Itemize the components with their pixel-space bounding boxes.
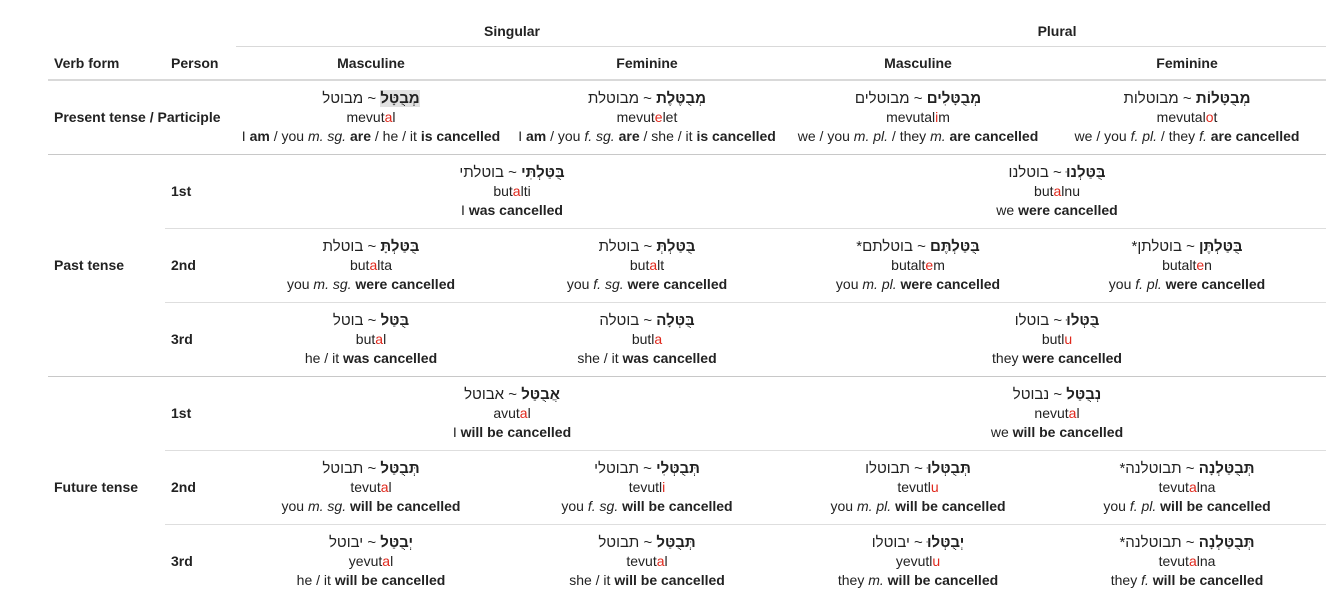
- conjugation-cell: בֻּטַּלְתָּ ~ בוטלת butalta you m. sg. were cancelled: [236, 228, 506, 302]
- header-plural-masculine: Masculine: [788, 47, 1048, 81]
- header-person: Person: [165, 47, 236, 81]
- verb-form-label: Future tense: [48, 376, 165, 598]
- conjugation-cell: בֻּטַּלְתְּ ~ בוטלת butalt you f. sg. were cancelled: [506, 228, 788, 302]
- conjugation-cell: בֻּטַּלְתֶּם ~ בוטלתם* butaltem you m. pl. were cancelled: [788, 228, 1048, 302]
- header-plural: Plural: [788, 16, 1326, 47]
- conjugation-cell: תְּבֻטַּל ~ תבוטל tevutal she / it will be cancelled: [506, 524, 788, 598]
- table-row: [48, 302, 1326, 376]
- table-row: [48, 228, 1326, 302]
- conjugation-table: [48, 16, 1326, 598]
- verb-form-label: Past tense: [48, 154, 165, 376]
- conjugation-cell: בֻּטַּלְתִּי ~ בוטלתי butalti I was cancelled: [236, 154, 788, 228]
- table-row: [48, 524, 1326, 598]
- table-row: [48, 80, 1326, 154]
- conjugation-cell: בֻּטַּל ~ בוטל butal he / it was cancelled: [236, 302, 506, 376]
- person-label: 2nd: [165, 450, 236, 524]
- conjugation-cell: תְּבֻטְּלִי ~ תבוטלי tevutli you f. sg. will be cancelled: [506, 450, 788, 524]
- table-row: [48, 450, 1326, 524]
- conjugation-cell: נְבֻטַּל ~ נבוטל nevutal we will be cancelled: [788, 376, 1326, 450]
- conjugation-cell: יְבֻטַּל ~ יבוטל yevutal he / it will be cancelled: [236, 524, 506, 598]
- person-label: 2nd: [165, 228, 236, 302]
- conjugation-cell: מְבֻטָּלִים ~ מבוטלים mevutalim we / you m. pl. / they m. are cancelled: [797, 89, 1039, 144]
- header-singular-feminine: Feminine: [506, 47, 788, 81]
- table-row: [48, 376, 1326, 450]
- conjugation-cell: מְבֻטֶּלֶת ~ מבוטלת mevutelet I am / you f. sg. are / she / it is cancelled: [518, 89, 776, 144]
- person-label: 3rd: [165, 302, 236, 376]
- person-label: 3rd: [165, 524, 236, 598]
- person-label: 1st: [165, 376, 236, 450]
- conjugation-cell: אֲבֻטַּל ~ אבוטל avutal I will be cancelled: [236, 376, 788, 450]
- person-label: 1st: [165, 154, 236, 228]
- header-verb-form: Verb form: [48, 47, 165, 81]
- header-plural-feminine: Feminine: [1048, 47, 1326, 81]
- conjugation-cell: מְבֻטָּל ~ מבוטל mevutal I am / you m. sg. are / he / it is cancelled: [241, 89, 501, 144]
- header-singular: Singular: [236, 16, 788, 47]
- conjugation-cell: יְבֻטְּלוּ ~ יבוטלו yevutlu they m. will be cancelled: [788, 524, 1048, 598]
- verb-form-label: Present tense / Participle: [54, 109, 221, 126]
- header-singular-masculine: Masculine: [236, 47, 506, 81]
- conjugation-cell: מְבֻטָּלוֹת ~ מבוטלות mevutalot we / you f. pl. / they f. are cancelled: [1074, 89, 1300, 144]
- conjugation-cell: תְּבֻטְּלוּ ~ תבוטלו tevutlu you m. pl. will be cancelled: [788, 450, 1048, 524]
- conjugation-cell: תְּבֻטַּל ~ תבוטל tevutal you m. sg. will be cancelled: [236, 450, 506, 524]
- conjugation-cell: בֻּטְּלָה ~ בוטלה butla she / it was cancelled: [506, 302, 788, 376]
- conjugation-cell: בֻּטְּלוּ ~ בוטלו butlu they were cancelled: [788, 302, 1326, 376]
- conjugation-cell: בֻּטַּלְנוּ ~ בוטלנו butalnu we were cancelled: [788, 154, 1326, 228]
- conjugation-cell: תְּבֻטַּלְנָה ~ תבוטלנה* tevutalna you f. pl. will be cancelled: [1048, 450, 1326, 524]
- conjugation-cell: בֻּטַּלְתֶּן ~ בוטלתן* butalten you f. pl. were cancelled: [1048, 228, 1326, 302]
- conjugation-cell: תְּבֻטַּלְנָה ~ תבוטלנה* tevutalna they f. will be cancelled: [1048, 524, 1326, 598]
- table-row: [48, 154, 1326, 228]
